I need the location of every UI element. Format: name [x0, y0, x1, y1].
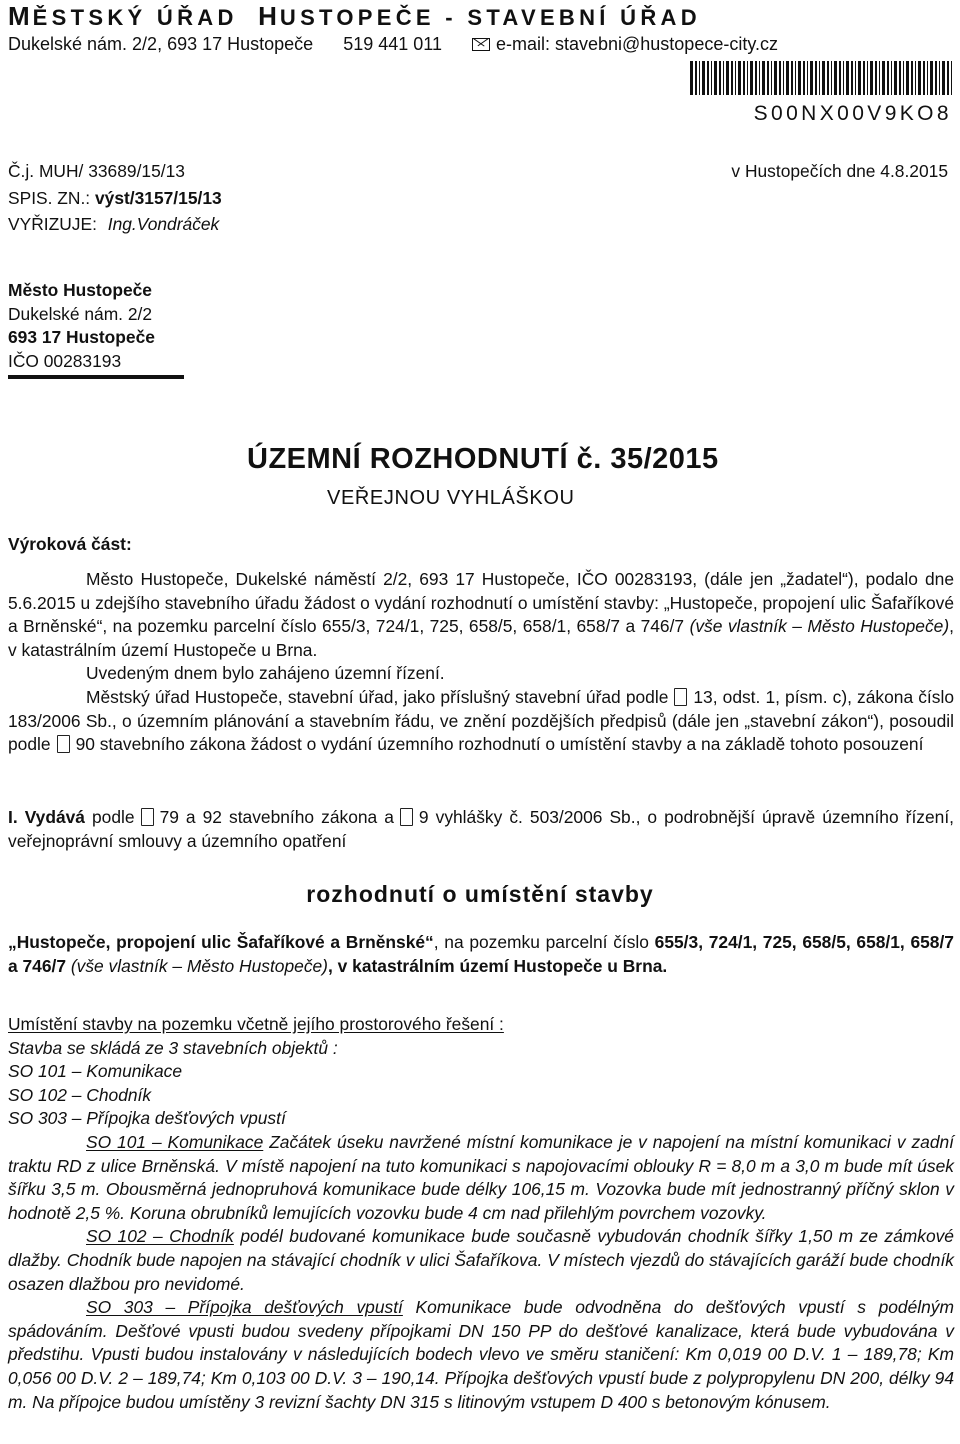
decision-subheading: rozhodnutí o umístění stavby: [306, 881, 654, 907]
building-paragraph: „Hustopeče, propojení ulic Šafaříkové a Brněnské“, na pozemku parcelní číslo 655/3, 724/1, 725, 658/5, 658/1, 658/7 a 746/7 (vše vlastník – Město Hustopeče), v katastrálním území Hustopeče u Brna.: [8, 932, 954, 976]
placement-heading: Umístění stavby na pozemku včetně jejího prostorového řešení :: [8, 1014, 504, 1034]
barcode: [690, 61, 954, 95]
reference-block: Č.j. MUH/ 33689/15/13 SPIS. ZN.: výst/3157/15/13 VYŘIZUJE: Ing.Vondráček: [8, 161, 222, 234]
paragraph-sign-icon: [57, 735, 70, 753]
recipient-address: Město Hustopeče Dukelské nám. 2/2 693 17 Hustopeče IČO 00283193: [8, 280, 155, 371]
placement-section: Umístění stavby na pozemku včetně jejího prostorového řešení : Stavba se skládá ze 3 stavebních objektů : SO 101 – Komunikace SO 102 – Chodník SO 303 – Přípojka dešťových vpustí SO 101 – Komunikace Začátek úseku navržené místní komunikace je v napojení na místní komunikaci v zadní traktu RD z ulice Brněnská. V místě napojení na tuto komunikaci s napojovacími oblouky R = 8,0 m a 3,0 m bude mít úsek šířku 3,5 m. Obousměrná jednopruhová komunikace bude délky 106,15 m. Vozovka bude mít jednostranný příčný sklon v hodnotě 2,5 %. Koruna obrubníků lemujících vozovku bude 4 cm nad přilehlým povrchem vozovky. SO 102 – Chodník podél budované komunikace bude současně vybudován chodník šířky 1,50 m ze zámkové dlažby. Chodník bude napojen na stávající chodník v ulici Šafaříkova. V místech vjezdů do stávajících garáží bude chodník osazen dlažbou pro nevidomé. SO 303 – Přípojka dešťových vpustí Komunikace bude odvodněna do dešťových vpustí s podélným spádováním. Dešťové vpusti budou svedeny přípojkami DN 150 PP do dešťové kanalizace, která bude vybudována v předstihu. Vpusti budou instalovány v následujících bodech vlevo ve směru staničení: Km 0,019 00 D.V. 1 – 189,78; Km 0,056 00 D.V. 2 – 189,74; Km 0,103 00 D.V. 3 – 190,14. Přípojka dešťových vpustí bude z polypropylenu DN 200, délky 94 m. Na přípojce budou umístěny 3 revizní šachty DN 315 s litinovým vstupem D 400 s betonovým kónusem.: [8, 1014, 954, 1412]
office-email: e-mail: stavebni@hustopece-city.cz: [495, 34, 779, 54]
paragraph-sign-icon: [674, 688, 687, 706]
decision-title: ÚZEMNÍ ROZHODNUTÍ č. 35/2015: [247, 443, 719, 475]
paragraph-sign-icon: [400, 808, 413, 826]
office-address: Dukelské nám. 2/2, 693 17 Hustopeče: [8, 34, 314, 54]
envelope-icon: [472, 38, 490, 51]
issues-paragraph: I. Vydává podle 79 a 92 stavebního zákona a 9 vyhlášky č. 503/2006 Sb., o podrobnější úpravě územního řízení, veřejnoprávní smlouvy a územního opatření: [8, 807, 954, 851]
paragraph-sign-icon: [141, 808, 154, 826]
place-date: v Hustopečích dne 4.8.2015: [731, 161, 948, 181]
office-phone: 519 441 011: [343, 34, 442, 54]
public-notice: VEŘEJNOU VYHLÁŠKOU: [327, 487, 575, 509]
barcode-text: S00NX00V9KO8: [753, 102, 952, 125]
recipient-name: Město Hustopeče: [8, 280, 152, 300]
application-paragraph: Město Hustopeče, Dukelské náměstí 2/2, 693 17 Hustopeče, IČO 00283193, (dále jen „žadatel“), podalo dne 5.6.2015 u zdejšího stavebního úřadu žádost o vydání rozhodnutí o umístění stavby: „Hustopeče, propojení ulic Šafaříkové a Brněnské“, na pozemku parcelní číslo 655/3, 724/1, 725, 658/5, 658/1, 658/7 a 746/7 (vše vlastník – Město Hustopeče), v katastrálním území Hustopeče u Brna. Uvedeným dnem bylo zahájeno územní řízení. Městský úřad Hustopeče, stavební úřad, jako příslušný stavební úřad podle 13, odst. 1, písm. c), zákona číslo 183/2006 Sb., o územním plánování a stavebním řádu, ve znění pozdějších předpisů (dále jen „stavební zákon“), posoudil podle 90 stavebního zákona žádost o vydání územního rozhodnutí o umístění stavby a na základě tohoto posouzení: [8, 569, 954, 755]
office-name: MĚSTSKÝ ÚŘAD HUSTOPEČE - STAVEBNÍ ÚŘAD: [8, 1, 701, 31]
verdict-label: Výroková část:: [8, 534, 132, 554]
divider: [8, 375, 184, 379]
office-contact: [8, 33, 778, 57]
